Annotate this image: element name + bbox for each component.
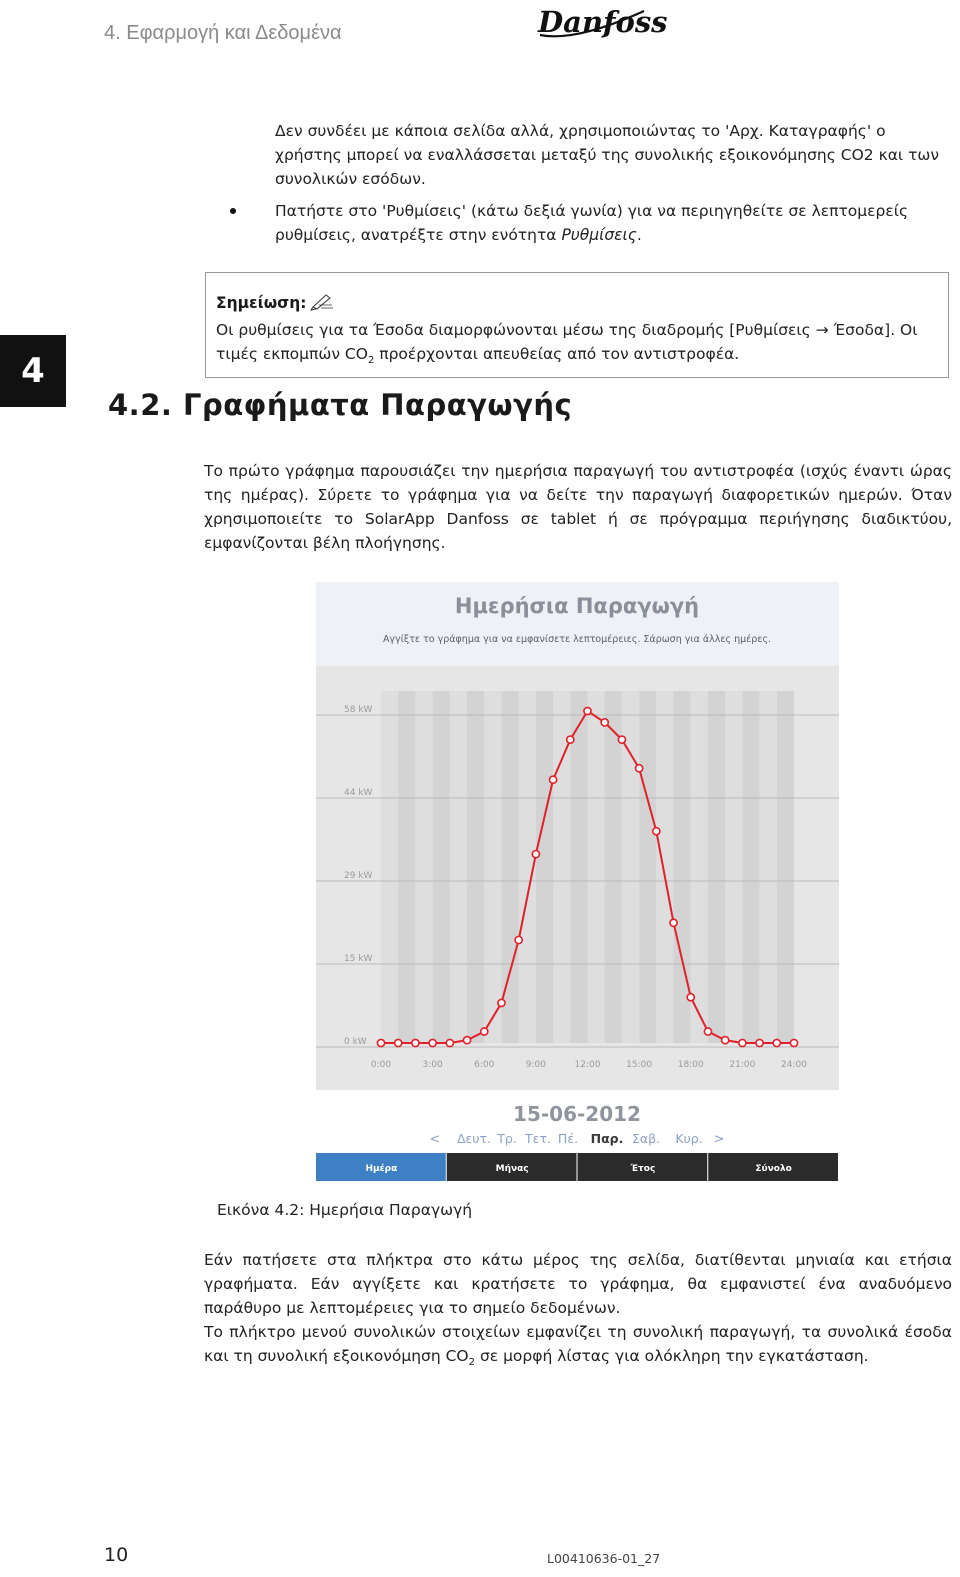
data-point[interactable] (377, 1039, 384, 1046)
hour-column (639, 691, 656, 1043)
data-point[interactable] (549, 776, 556, 783)
selected-date: 15-06-2012 (513, 1102, 641, 1126)
note-box (205, 272, 949, 378)
tab-label[interactable]: Έτος (630, 1164, 656, 1174)
day-option[interactable]: Κυρ. (675, 1131, 703, 1146)
day-option[interactable]: Δευτ. (456, 1131, 492, 1146)
data-point[interactable] (618, 736, 625, 743)
data-point[interactable] (636, 765, 643, 772)
settings-reference-link[interactable]: Ρυθμίσεις (561, 226, 637, 244)
note-text-part1: Οι ρυθμίσεις για τα Έσοδα διαμορφώνονται μέσω της διαδρομής [Ρυθμίσεις → Έσοδα]. Οι τιμές εκπομπών CO (216, 321, 918, 363)
x-tick-label: 6:00 (474, 1060, 495, 1070)
data-point[interactable] (739, 1039, 746, 1046)
data-point[interactable] (498, 999, 505, 1006)
day-option[interactable]: Τρ. (497, 1131, 517, 1146)
data-point[interactable] (601, 719, 608, 726)
section-paragraph: Το πρώτο γράφημα παρουσιάζει την ημερήσια παραγωγή του αντιστροφέα (ισχύς έναντι ώρας της ημέρας). Σύρετε το γράφημα για να δείτε την παραγωγή διαφορετικών ημερών. Όταν χρησιμοποιείτε το SolarApp Danfoss σε tablet ή σε πρόγραμμα περιήγησης διαδικτύου, εμφανίζονται βέλη πλοήγησης. (204, 462, 952, 552)
y-tick-label: 0 kW (344, 1037, 367, 1047)
note-text-part2: προέρχονται απευθείας από τον αντιστροφέα. (374, 345, 740, 363)
tab-label[interactable]: Σύνολο (755, 1164, 792, 1174)
y-tick-label: 29 kW (344, 871, 373, 881)
document-code: L00410636-01_27 (547, 1551, 661, 1566)
data-point[interactable] (412, 1039, 419, 1046)
note-subscript: 2 (367, 355, 375, 367)
y-tick-label: 44 kW (344, 788, 373, 798)
chart-column-shading (381, 691, 794, 1043)
hour-column (415, 691, 432, 1043)
bullet-dot-icon (230, 208, 236, 214)
data-point[interactable] (687, 994, 694, 1001)
day-option[interactable]: Παρ. (590, 1131, 624, 1146)
closing-paragraph-2-part2: σε μορφή λίστας για ολόκληρη την εγκατάσταση. (475, 1347, 869, 1365)
hour-column (484, 691, 501, 1043)
hour-column (588, 691, 605, 1043)
day-option[interactable]: Σαβ. (631, 1131, 661, 1146)
intro-paragraph: Δεν συνδέει με κάποια σελίδα αλλά, χρησιμοποιώντας το 'Αρχ. Καταγραφής' ο χρήστης μπορεί να εναλλάσσεται μεταξύ της συνολικής εξοικονόμησης CO2 και των συνολικών εσόδων. (275, 122, 940, 188)
note-title: Σημείωση: (216, 294, 307, 312)
data-point[interactable] (670, 919, 677, 926)
data-point[interactable] (756, 1039, 763, 1046)
closing-paragraph-1: Εάν πατήσετε στα πλήκτρα στο κάτω μέρος της σελίδα, διατίθενται μηνιαία και ετήσια γραφήματα. Εάν αγγίξετε και κρατήσετε το γράφημα, θα εμφανιστεί ένα αναδυόμενο παράθυρο με λεπτομέρειες για το σημείο δεδομένων. (204, 1251, 952, 1317)
app-subtitle: Αγγίξτε το γράφημα για να εμφανίσετε λεπτομέρειες. Σάρωση για άλλες ημέρες. (382, 634, 772, 645)
hour-column (433, 691, 450, 1043)
x-tick-label: 15:00 (626, 1060, 653, 1070)
app-screenshot (316, 582, 839, 1181)
hour-column (725, 691, 742, 1043)
hour-column (656, 691, 673, 1043)
data-point[interactable] (532, 851, 539, 858)
hour-column (691, 691, 708, 1043)
data-point[interactable] (704, 1028, 711, 1035)
x-tick-label: 3:00 (422, 1060, 443, 1070)
hour-column (398, 691, 415, 1043)
data-point[interactable] (790, 1039, 797, 1046)
app-title: Ημερήσια Παραγωγή (454, 594, 700, 618)
x-tick-label: 18:00 (677, 1060, 704, 1070)
data-point[interactable] (584, 707, 591, 714)
settings-bullet (230, 199, 955, 247)
hour-column (708, 691, 725, 1043)
hour-column (605, 691, 622, 1043)
running-header: 4. Εφαρμογή και Δεδομένα (104, 22, 342, 44)
hour-column (467, 691, 484, 1043)
bullet-text (275, 199, 955, 247)
hour-column (760, 691, 777, 1043)
tab-label[interactable]: Μήνας (495, 1164, 529, 1174)
pen-note-icon (310, 292, 334, 310)
bullet-main-text: Πατήστε στο 'Ρυθμίσεις' (κάτω δεξιά γωνία) για να περιηγηθείτε σε λεπτομερείς ρυθμίσεις, ανατρέξτε στην ενότητα (275, 202, 909, 244)
day-option[interactable]: Τετ. (525, 1131, 551, 1146)
hour-column (381, 691, 398, 1043)
data-point[interactable] (515, 936, 522, 943)
data-point[interactable] (653, 828, 660, 835)
y-tick-label: 58 kW (344, 705, 373, 715)
data-point[interactable] (722, 1037, 729, 1044)
x-tick-label: 9:00 (525, 1060, 546, 1070)
x-tick-label: 21:00 (729, 1060, 756, 1070)
closing-text (204, 1248, 952, 1375)
x-tick-label: 12:00 (574, 1060, 601, 1070)
page-number: 10 (104, 1544, 129, 1566)
x-tick-label: 24:00 (781, 1060, 807, 1070)
closing-subscript: 2 (468, 1357, 476, 1369)
next-day-arrow[interactable]: > (713, 1132, 725, 1147)
hour-column (777, 691, 794, 1043)
data-point[interactable] (567, 736, 574, 743)
tab-bar (316, 1153, 838, 1181)
data-point[interactable] (395, 1039, 402, 1046)
hour-column (450, 691, 467, 1043)
hour-column (570, 691, 587, 1043)
day-option[interactable]: Πέ. (557, 1131, 579, 1146)
hour-column (536, 691, 553, 1043)
data-point[interactable] (463, 1037, 470, 1044)
data-point[interactable] (446, 1039, 453, 1046)
data-point[interactable] (773, 1039, 780, 1046)
hour-column (742, 691, 759, 1043)
x-tick-label: 0:00 (370, 1060, 392, 1070)
chart-x-ticks (371, 1060, 807, 1070)
data-point[interactable] (481, 1028, 488, 1035)
y-tick-label: 15 kW (344, 954, 373, 964)
note-text (216, 318, 941, 373)
closing-paragraph-2-part1: Το πλήκτρο μενού συνολικών στοιχείων εμφανίζει τη συνολική παραγωγή, τα συνολικά έσοδα και τη συνολική εξοικονόμηση CO (204, 1323, 952, 1365)
section-heading: 4.2. Γραφήματα Παραγωγής (108, 388, 573, 422)
closing-paragraph-2 (204, 1320, 952, 1375)
danfoss-logo (536, 2, 668, 46)
prev-day-arrow[interactable]: < (429, 1132, 441, 1147)
data-point[interactable] (429, 1039, 436, 1046)
tab-label[interactable]: Ημέρα (365, 1164, 398, 1174)
figure-caption: Εικόνα 4.2: Ημερήσια Παραγωγή (217, 1201, 473, 1219)
chapter-tab: 4 (0, 335, 66, 407)
brand-wordmark: Danfoss (538, 5, 668, 39)
bullet-end: . (636, 226, 642, 244)
